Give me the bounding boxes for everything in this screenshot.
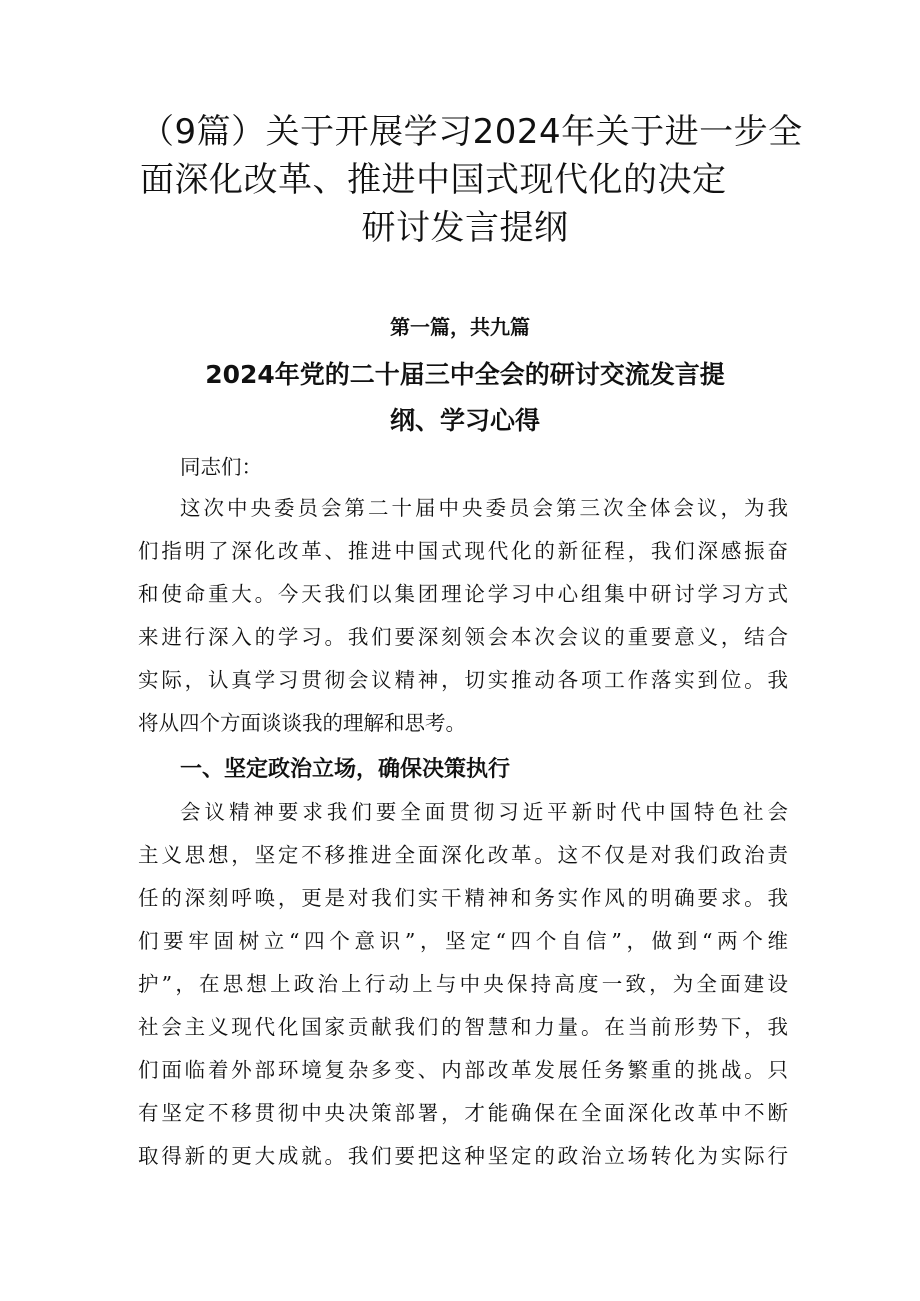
section-heading-1: 一、坚定政治立场，确保决策执行 bbox=[180, 757, 511, 782]
paragraph-1-line: 来进行深入的学习。我们要深刻领会本次会议的重要意义，结合 bbox=[138, 625, 788, 649]
section-label: 第一篇，共九篇 bbox=[390, 315, 530, 339]
greeting bbox=[138, 446, 788, 489]
paragraph-1-line: 这次中央委员会第二十届中央委员会第三次全体会议，为我 bbox=[180, 496, 788, 520]
paragraph-2-line: 取得新的更大成就。我们要把这种坚定的政治立场转化为实际行 bbox=[138, 1144, 788, 1168]
document-title bbox=[140, 108, 803, 252]
title-line-3: 研讨发言提纲 bbox=[361, 208, 569, 248]
subtitle-line-1: 2024年党的二十届三中全会的研讨交流发言提 bbox=[205, 360, 725, 389]
title-line-1: （9篇）关于开展学习2024年关于进一步全 bbox=[140, 112, 803, 152]
paragraph-2-line: 护”，在思想上政治上行动上与中央保持高度一致，为全面建设 bbox=[138, 972, 788, 996]
paragraph-1-line: 们指明了深化改革、推进中国式现代化的新征程，我们深感振奋 bbox=[138, 539, 788, 563]
paragraph-1 bbox=[138, 487, 788, 745]
article-subtitle bbox=[140, 352, 790, 444]
paragraph-2-line: 会议精神要求我们要全面贯彻习近平新时代中国特色社会 bbox=[180, 800, 788, 824]
paragraph-1-line: 和使命重大。今天我们以集团理论学习中心组集中研讨学习方式 bbox=[138, 582, 788, 606]
title-line-2: 面深化改革、推进中国式现代化的决定 bbox=[140, 160, 727, 200]
paragraph-2-line: 社会主义现代化国家贡献我们的智慧和力量。在当前形势下，我 bbox=[138, 1015, 788, 1039]
subtitle-line-2: 纲、学习心得 bbox=[389, 406, 540, 435]
paragraph-2-line: 任的深刻呼唤，更是对我们实干精神和务实作风的明确要求。我 bbox=[138, 886, 788, 910]
paragraph-2-line: 们要牢固树立“四个意识”，坚定“四个自信”，做到“两个维 bbox=[138, 929, 788, 953]
paragraph-2-line: 们面临着外部环境复杂多变、内部改革发展任务繁重的挑战。只 bbox=[138, 1058, 788, 1082]
paragraph-2-line: 主义思想，坚定不移推进全面深化改革。这不仅是对我们政治责 bbox=[138, 843, 788, 867]
paragraph-2 bbox=[138, 791, 788, 1178]
greeting-text: 同志们： bbox=[180, 455, 262, 479]
paragraph-1-line: 将从四个方面谈谈我的理解和思考。 bbox=[138, 711, 466, 735]
paragraph-2-line: 有坚定不移贯彻中央决策部署，才能确保在全面深化改革中不断 bbox=[138, 1101, 788, 1125]
paragraph-1-line: 实际，认真学习贯彻会议精神，切实推动各项工作落实到位。我 bbox=[138, 668, 788, 692]
